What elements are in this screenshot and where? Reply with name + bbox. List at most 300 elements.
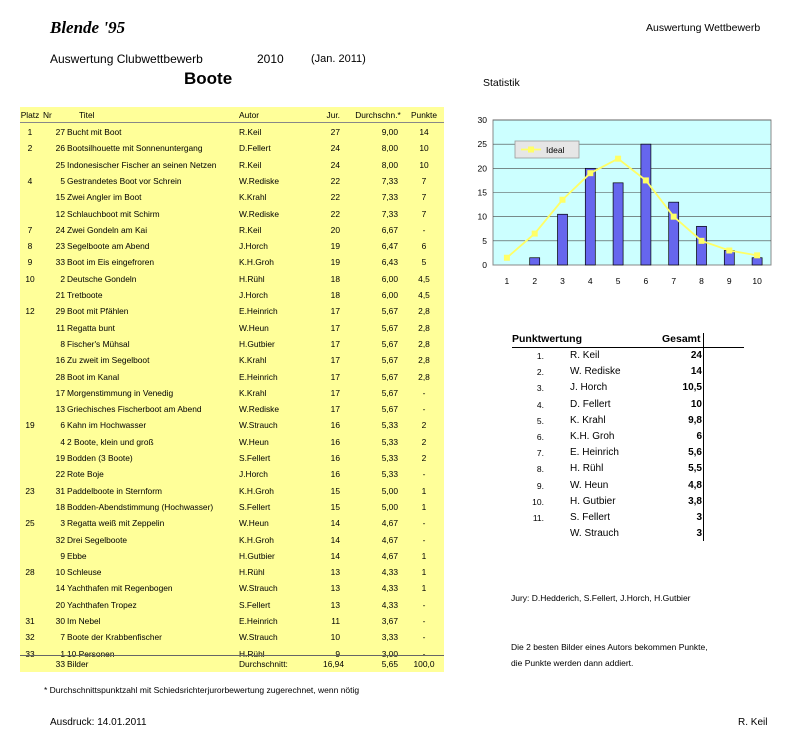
cell-punkte: 2,8 [418,371,430,382]
cell-autor: D.Fellert [239,143,271,154]
footer-punkte: 100,0 [413,659,435,669]
ranking-num: 4. [536,399,544,410]
ranking-name: W. Strauch [570,528,619,540]
cell-platz: 1 [27,127,33,137]
ranking-num: 7. [536,448,544,459]
cell-titel: Drei Segelboote [67,534,128,545]
cell-jur: 19 [330,257,340,268]
cell-jur: 27 [330,127,340,137]
cell-jur: 14 [330,518,340,529]
cell-titel: Zwei Angler im Boot [67,192,142,203]
ranking-points: 6 [696,430,702,442]
results-table [20,107,444,672]
table-row [20,580,444,596]
cell-jur: 17 [330,322,340,333]
cell-nr: 26 [55,143,65,154]
ideal-point [754,252,760,258]
cell-durch: 5,33 [381,436,398,447]
cell-nr: 9 [60,550,65,561]
cell-nr: 30 [55,616,65,626]
cell-titel: Boot im Kanal [67,371,120,382]
cell-durch: 5,67 [381,322,398,333]
cell-durch: 4,33 [381,567,398,578]
cell-titel: Bootsilhouette mit Sonnenuntergang [67,143,203,154]
cell-titel: Indonesischer Fischer an seinen Netzen [67,159,217,170]
cell-titel: Boot mit Pfählen [67,306,129,317]
cell-autor: W.Strauch [239,583,278,594]
ranking-name: J. Horch [570,382,608,394]
ranking-name: E. Heinrich [570,447,619,459]
cell-jur: 11 [331,616,340,626]
cell-titel: Boote der Krabbenfischer [67,632,162,643]
table-row [20,417,444,433]
statistics-label: Statistik [483,77,520,89]
jury: Jury: D.Hedderich, S.Fellert, J.Horch, H.Gutbier [511,593,691,603]
cell-platz: 7 [27,224,33,235]
cell-autor: K.Krahl [239,387,267,398]
ranking-row [512,397,744,413]
ideal-point [726,248,732,254]
cell-nr: 3 [60,518,65,529]
table-row [20,238,444,254]
cell-autor: E.Heinrich [239,371,278,382]
cell-punkte: 2 [421,453,427,463]
note-line-2: die Punkte werden dann addiert. [511,658,634,668]
cell-titel: Kahn im Hochwasser [67,420,147,431]
cell-platz: 9 [27,257,33,268]
cell-nr: 33 [55,257,65,268]
cell-durch: 3,00 [381,648,398,659]
ranking-num: 3. [536,383,544,394]
bar [641,144,651,265]
ranking-points: 4,8 [688,479,702,491]
ranking-points: 9,8 [688,414,702,426]
cell-jur: 14 [330,550,340,561]
cell-autor: K.Krahl [239,355,267,366]
cell-punkte: - [422,224,426,235]
ideal-point [615,156,621,162]
cell-nr: 11 [56,322,65,333]
table-row [20,548,444,564]
y-tick-label: 30 [477,115,487,125]
cell-durch: 7,33 [381,208,398,219]
table-row [20,206,444,222]
cell-nr: 27 [55,127,65,137]
cell-nr: 25 [55,159,65,170]
cell-nr: 12 [55,208,65,219]
cell-jur: 16 [330,469,340,480]
col-autor: Autor [239,110,260,120]
cell-nr: 13 [55,404,65,415]
ranking-name: K. Krahl [570,414,606,426]
footer-durch-label: Durchschnitt: [239,659,288,669]
ranking-name: W. Heun [570,479,609,491]
cell-platz: 2 [27,143,33,154]
y-tick-label: 25 [477,139,487,150]
cell-autor: S.Fellert [239,501,271,512]
cell-nr: 31 [55,485,65,496]
cell-platz: 4 [27,175,33,186]
cell-autor: K.H.Groh [239,485,274,496]
ranking-num: 6. [536,431,544,442]
cell-jur: 13 [330,599,340,610]
y-tick-label: 10 [477,211,487,222]
cell-durch: 6,43 [381,257,398,268]
footer-count: 33 [55,659,65,669]
cell-jur: 17 [330,338,340,349]
table-row [20,173,444,189]
cell-punkte: 7 [421,175,427,186]
cell-titel: Griechisches Fischerboot am Abend [67,404,202,415]
cell-titel: Ebbe [67,550,87,561]
cell-autor: H.Rühl [239,273,265,284]
table-row [20,157,444,173]
cell-punkte: 2,8 [418,355,430,366]
y-tick-label: 0 [482,260,487,270]
cell-titel: Regatta weiß mit Zeppelin [67,518,165,529]
footnote: * Durchschnittspunktzahl mit Schiedsrichterjurorbewertung zugerechnet, wenn nötig [44,685,360,695]
table-row [20,483,444,499]
cell-punkte: 14 [419,127,429,137]
col-nr: Nr [43,110,52,120]
ideal-point [671,214,677,220]
cell-titel: Fischer's Mühsal [67,338,130,349]
ranking-points: 14 [690,366,702,378]
year: 2010 [257,52,284,66]
cell-autor: S.Fellert [239,599,271,610]
cell-jur: 19 [330,241,340,252]
cell-nr: 18 [55,501,65,512]
ranking-num: 8. [536,464,544,475]
cell-titel: Tretboote [67,290,103,300]
bar [613,183,623,265]
ranking-points: 24 [690,350,702,361]
ranking-name: H. Gutbier [570,495,616,507]
legend-label: Ideal [546,145,565,155]
ranking-num: 1. [536,351,544,361]
cell-punkte: 10 [419,143,429,154]
footer-label: Bilder [67,659,89,669]
cell-platz: 10 [25,273,35,284]
cell-punkte: - [422,387,426,398]
cell-titel: Rote Boje [67,469,104,480]
cell-autor: W.Strauch [239,632,278,643]
cell-nr: 24 [55,224,65,235]
ranking-head-total: Gesamt [662,333,701,345]
table-row [20,515,444,531]
cell-autor: W.Rediske [239,175,280,186]
club-name: Blende '95 [50,18,126,37]
bar [530,258,540,265]
cell-nr: 16 [55,355,65,366]
ideal-point [504,255,510,261]
cell-nr: 10 [55,567,65,578]
ranking-row [512,526,744,542]
cell-autor: E.Heinrich [239,306,278,317]
ranking-num: 11. [532,512,544,523]
cell-nr: 4 [60,436,65,447]
table-row [20,222,444,238]
cell-jur: 13 [330,567,340,578]
cell-autor: R.Keil [239,127,262,137]
table-row [20,401,444,417]
cell-jur: 17 [330,355,340,366]
cell-autor: W.Heun [239,322,269,333]
table-row [20,287,444,303]
cell-autor: W.Rediske [239,208,280,219]
ideal-point [560,197,566,203]
cell-autor: R.Keil [239,224,262,235]
x-tick-label: 5 [615,276,621,286]
cell-jur: 16 [330,436,340,447]
ranking-row [512,364,744,380]
cell-jur: 22 [330,208,340,219]
ranking-points: 10 [690,398,702,410]
cell-durch: 5,33 [381,453,398,463]
cell-durch: 5,00 [381,485,398,496]
cell-punkte: - [422,599,426,610]
ranking-name: K.H. Groh [570,430,615,442]
cell-autor: E.Heinrich [239,616,278,626]
cell-nr: 32 [55,534,65,545]
table-row [20,499,444,515]
date-range: (Jan. 2011) [311,53,366,65]
cell-autor: R.Keil [239,159,262,170]
cell-nr: 15 [55,192,65,203]
distribution-chart [465,112,777,294]
table-row [20,629,444,645]
bar [585,168,595,265]
ranking-num: 9. [536,480,544,491]
cell-jur: 17 [330,306,340,317]
x-tick-label: 6 [643,276,649,286]
col-platz: Platz [20,110,40,120]
cell-jur: 14 [330,534,340,545]
cell-titel: Regatta bunt [67,322,115,333]
cell-titel: Schlauchboot mit Schirm [67,208,160,219]
cell-jur: 22 [330,175,340,186]
table-row [20,140,444,156]
table-row [20,303,444,319]
cell-autor: H.Gutbier [239,550,275,561]
cell-durch: 4,67 [381,534,398,545]
cell-autor: K.Krahl [239,192,267,203]
cell-platz: 31 [25,616,35,626]
table-row [20,320,444,336]
cell-titel: 10 Personen [67,648,115,659]
cell-autor: K.H.Groh [239,257,274,268]
cell-punkte: 1 [421,550,427,561]
footer-durch: 5,65 [381,659,398,669]
cell-durch: 5,00 [381,501,398,512]
cell-nr: 21 [55,290,65,300]
cell-durch: 6,00 [381,290,398,300]
cell-durch: 5,67 [381,306,398,317]
ranking-row [512,510,744,526]
cell-nr: 6 [60,420,65,431]
ranking-row [512,413,744,429]
cell-punkte: - [422,534,426,545]
cell-titel: Im Nebel [67,616,101,626]
ideal-point [587,170,593,176]
cell-jur: 18 [330,290,340,300]
cell-autor: J.Horch [239,241,268,252]
cell-titel: Boot im Eis eingefroren [67,257,155,268]
cell-punkte: 6 [421,241,427,252]
cell-durch: 6,47 [381,241,398,252]
cell-platz: 12 [25,306,35,317]
cell-titel: Gestrandetes Boot vor Schrein [67,175,182,186]
cell-punkte: 2 [421,420,427,431]
cell-titel: Segelboote am Abend [67,241,150,252]
cell-platz: 33 [25,648,35,659]
x-tick-label: 8 [699,276,704,286]
cell-nr: 19 [55,453,65,463]
table-header [20,107,444,123]
cell-titel: Bodden-Abendstimmung (Hochwasser) [67,501,214,512]
cell-durch: 8,00 [381,159,398,170]
cell-nr: 1 [60,648,65,659]
x-tick-label: 10 [752,276,762,286]
ideal-point [532,231,538,237]
cell-titel: Bodden (3 Boote) [67,453,133,463]
cell-nr: 20 [55,599,65,610]
y-tick-label: 15 [477,187,487,198]
x-tick-label: 7 [671,276,677,286]
table-row [20,613,444,629]
x-tick-label: 2 [532,276,538,286]
table-row [20,124,444,140]
table-row [20,466,444,482]
author-bottom: R. Keil [738,717,768,728]
cell-autor: J.Horch [239,290,268,300]
x-tick-label: 9 [726,276,732,286]
cell-jur: 13 [330,583,340,594]
cell-durch: 6,67 [381,224,398,235]
ranking-table [512,333,744,542]
cell-jur: 24 [330,143,340,154]
cell-titel: 2 Boote, klein und groß [67,436,154,447]
cell-durch: 5,67 [381,338,398,349]
cell-punkte: 7 [421,192,427,203]
cell-durch: 3,67 [381,616,398,626]
print-date: Ausdruck: 14.01.2011 [50,717,147,728]
cell-jur: 16 [330,453,340,463]
cell-autor: W.Heun [239,436,269,447]
cell-punkte: 1 [421,485,427,496]
cell-autor: H.Gutbier [239,338,275,349]
table-row [20,564,444,580]
ranking-points: 5,5 [688,463,702,475]
cell-nr: 17 [55,387,65,398]
cell-nr: 5 [60,175,65,186]
x-tick-label: 4 [587,276,593,286]
cell-platz: 8 [27,241,33,252]
ranking-points: 10,5 [682,382,702,394]
ranking-row [512,348,744,364]
ranking-name: W. Rediske [570,366,621,378]
cell-titel: Bucht mit Boot [67,127,122,137]
cell-jur: 17 [330,387,340,398]
cell-jur: 22 [330,192,340,203]
cell-autor: W.Rediske [239,404,280,415]
cell-jur: 18 [330,273,340,284]
ranking-name: H. Rühl [570,463,604,475]
cell-durch: 7,33 [381,175,398,186]
cell-punkte: - [422,404,426,415]
cell-punkte: 5 [421,257,427,268]
cell-punkte: 1 [421,567,427,578]
col-titel: Titel [79,110,95,120]
cell-durch: 4,67 [381,518,398,529]
cell-autor: J.Horch [239,469,268,480]
cell-punkte: - [422,632,426,643]
cell-jur: 15 [330,501,340,512]
ranking-header [512,333,744,348]
col-punkte: Punkte [410,110,438,120]
cell-jur: 16 [330,420,340,431]
cell-jur: 17 [330,371,340,382]
subtitle: Auswertung Clubwettbewerb [50,52,203,66]
bar [752,258,762,265]
cell-durch: 5,33 [381,420,398,431]
cell-platz: 25 [25,518,35,529]
cell-autor: K.H.Groh [239,534,274,545]
cell-titel: Zu zweit im Segelboot [67,355,150,366]
note-line-1: Die 2 besten Bilder eines Autors bekommen Punkte, [511,642,708,652]
ideal-point [643,177,649,183]
ranking-row [512,461,744,477]
ranking-body [512,348,744,542]
ranking-row [512,380,744,396]
table-row [20,450,444,466]
cell-jur: 9 [335,648,340,659]
table-row [20,254,444,270]
table-footer [20,655,444,671]
cell-nr: 8 [60,338,65,349]
ranking-name: S. Fellert [570,511,611,523]
table-row [20,352,444,368]
cell-durch: 5,33 [381,469,398,480]
cell-titel: Deutsche Gondeln [67,273,137,284]
cell-durch: 5,67 [381,371,398,382]
cell-punkte: - [422,616,426,626]
ranking-num: 5. [536,415,544,426]
ranking-num: 2. [536,367,544,378]
cell-punkte: 2 [421,436,427,447]
table-row [20,532,444,548]
cell-titel: Yachthafen Tropez [67,599,137,610]
cell-nr: 22 [55,469,65,480]
ranking-row [512,445,744,461]
cell-autor: H.Rühl [239,648,265,659]
cell-jur: 24 [330,159,340,170]
ranking-row [512,478,744,494]
ranking-name: D. Fellert [570,398,611,410]
col-jur: Jur. [326,110,340,120]
header-right-title: Auswertung Wettbewerb [646,22,761,34]
cell-punkte: 1 [421,501,427,512]
table-row [20,336,444,352]
cell-nr: 23 [55,241,65,252]
x-tick-label: 3 [560,276,565,286]
cell-nr: 29 [55,306,65,317]
y-tick-label: 20 [477,163,487,174]
cell-punkte: 2,8 [418,322,430,333]
cell-durch: 7,33 [381,192,398,203]
cell-punkte: 2,8 [418,306,430,317]
ranking-head-label: Punktwertung [512,333,582,345]
